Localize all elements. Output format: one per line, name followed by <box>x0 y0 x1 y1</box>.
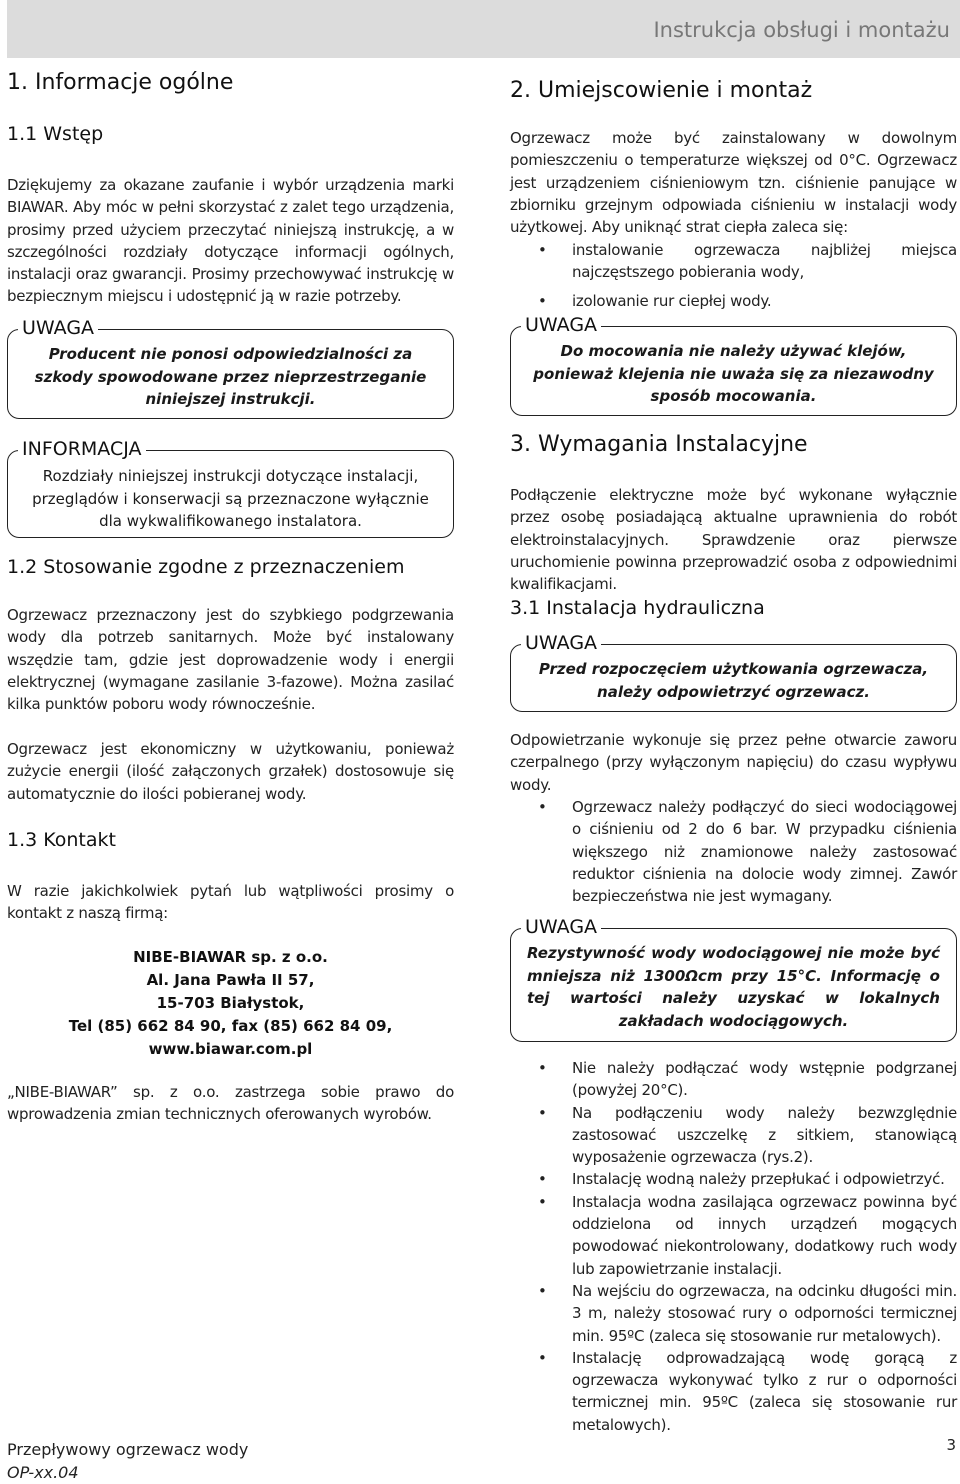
section-3-1-text: Odpowietrzanie wykonuje się przez pełne otwarcie zaworu czerpalnego (przy wyłączonym napięciu) do czasu wypływu wody. <box>510 731 957 794</box>
section-3-text: Podłączenie elektryczne może być wykonane wyłącznie przez osobę posiadającą aktualne uprawnienia do robót elektroinstalacyjnych. Sprawdzenie oraz pierwsze uruchomienie powinna przeprowadzić osoba z odpowiednimi kwalifikacjami. <box>510 486 957 594</box>
warning-text: Do mocowania nie należy używać klejów, ponieważ klejenia nie uważa się za niezawodny sposób mocowania. <box>533 342 934 405</box>
info-text: Rozdziały niniejszej instrukcji dotyczące instalacji, przeglądów i konserwacji są przeznaczone wyłącznie dla wykwalifikowanego instalatora. <box>32 467 429 530</box>
warning-text: Rezystywność wody wodociągowej nie może być mniejsza niż 1300Ωcm przy 15°C. Informację o tej wartości należy uzyskać w lokalnych zakładach wodociągowych. <box>527 944 940 1030</box>
section-2-title: 2. Umiejscowienie i montaż <box>510 78 813 103</box>
list-item: • Ogrzewacz należy podłączyć do sieci wodociągowej o ciśnieniu od 2 do 6 bar. W przypadku ciśnienia większego niż znamionowe należy zastosować reduktor ciśnienia na dolocie wody zimnej. Zawór bezpieczeństwa nie jest wymagany. <box>510 796 957 907</box>
document-title: Instrukcja obsługi i montażu <box>653 18 950 42</box>
warning-box-3 <box>510 632 957 712</box>
list-item: • Na wejściu do ogrzewacza, na odcinku długości min. 3 m, należy stosować rury o odporności termicznej min. 95ºC (zaleca się stosowanie rur metalowych). <box>510 1280 957 1347</box>
section-1-1-text: Dziękujemy za okazane zaufanie i wybór urządzenia marki BIAWAR. Aby móc w pełni skorzystać z zalet tego urządzenia, prosimy przed użyciem przeczytać niniejszą instrukcję, a w szczególności rozdziały dotyczące informacji ogólnych, instalacji oraz gwarancji. Prosimy przechowywać instrukcję w bezpiecznym miejscu i udostępnić ją w razie potrzeby. <box>7 176 454 306</box>
warning-label: UWAGA <box>521 632 601 654</box>
list-item: • Instalacja wodna zasilająca ogrzewacz powinna być oddzielona od innych urządzeń mogących powodować niekontrolowany, dodatkowy ruch wody lub zapowietrzanie instalacji. <box>510 1191 957 1280</box>
footer-model: OP-xx.04 <box>7 1463 79 1482</box>
warning-label: UWAGA <box>521 314 601 336</box>
section-1-2-paragraph-1: Ogrzewacz przeznaczony jest do szybkiego podgrzewania wody dla potrzeb sanitarnych. Może być instalowany wszędzie tam, gdzie jest doprowadzenie wody i energii elektrycznej (wymagane zasilanie 3-fazowe). Można zasilać kilka punktów poboru wody równocześnie. <box>7 606 454 714</box>
warning-box-1 <box>7 317 454 419</box>
contact-street: Al. Jana Pawła II 57, <box>146 971 315 989</box>
info-label: INFORMACJA <box>18 438 146 460</box>
info-box <box>7 438 454 538</box>
warning-text: Producent nie ponosi odpowiedzialności za szkody spowodowane przez nieprzestrzeganie niniejszej instrukcji. <box>34 345 427 408</box>
section-1-3-note: „NIBE-BIAWAR” sp. z o.o. zastrzega sobie prawo do wprowadzenia zmian technicznych oferowanych wyrobów. <box>7 1083 454 1124</box>
section-1-3-title: 1.3 Kontakt <box>7 829 116 851</box>
section-3-1-bullet-list <box>510 796 957 907</box>
footer <box>7 1438 248 1484</box>
header-bar <box>7 0 960 58</box>
section-1-2-paragraph-2: Ogrzewacz jest ekonomiczny w użytkowaniu, ponieważ zużycie energii (ilość załączonych grzałek) dostosowuje się automatycznie do ilości pobieranej wody. <box>7 740 454 803</box>
list-item: • Instalację odprowadzającą wodę gorącą z ogrzewacza wykonywać tylko z rur o odporności termicznej min. 95ºC (zaleca się stosowanie rur metalowych). <box>510 1347 957 1436</box>
warning-box-2 <box>510 314 957 416</box>
contact-website: www.biawar.com.pl <box>148 1040 313 1058</box>
section-2-text: Ogrzewacz może być zainstalowany w dowolnym pomieszczeniu o temperaturze większej od 0°C. Ogrzewacz jest urządzeniem ciśnieniowym tzn. ciśnienie panujące w zbiorniku grzejnym odpowiada ciśnieniu w instalacji wody użytkowej. Aby uniknąć strat ciepła zaleca się: <box>510 129 957 237</box>
footer-product-name: Przepływowy ogrzewacz wody <box>7 1440 249 1459</box>
list-item: • Instalację wodną należy przepłukać i odpowietrzyć. <box>510 1168 957 1190</box>
contact-block <box>7 946 454 1061</box>
section-3-1-title: 3.1 Instalacja hydrauliczna <box>510 597 765 619</box>
list-item: • izolowanie rur ciepłej wody. <box>510 290 957 312</box>
installation-bullet-list <box>510 1057 957 1436</box>
section-1-2-title: 1.2 Stosowanie zgodne z przeznaczeniem <box>7 556 405 578</box>
warning-box-4 <box>510 916 957 1042</box>
list-item: • Na podłączeniu wody należy bezwzględnie zastosować uszczelkę z sitkiem, stanowiącą wyposażenie ogrzewacza (rys.2). <box>510 1102 957 1169</box>
contact-phone: Tel (85) 662 84 90, fax (85) 662 84 09, <box>68 1017 393 1035</box>
section-1-1-title: 1.1 Wstęp <box>7 123 104 145</box>
contact-company: NIBE-BIAWAR sp. z o.o. <box>133 948 328 966</box>
page-number: 3 <box>946 1436 956 1454</box>
warning-label: UWAGA <box>18 317 98 339</box>
warning-text: Przed rozpoczęciem użytkowania ogrzewacza, należy odpowietrzyć ogrzewacz. <box>538 660 929 701</box>
section-1-title: 1. Informacje ogólne <box>7 70 234 95</box>
warning-label: UWAGA <box>521 916 601 938</box>
section-2-bullet-list <box>510 239 957 312</box>
section-3-title: 3. Wymagania Instalacyjne <box>510 432 808 457</box>
contact-city: 15-703 Białystok, <box>156 994 305 1012</box>
list-item: • Nie należy podłączać wody wstępnie podgrzanej (powyżej 20°C). <box>510 1057 957 1102</box>
list-item: • instalowanie ogrzewacza najbliżej miejsca najczęstszego pobierania wody, <box>510 239 957 284</box>
section-1-3-text: W razie jakichkolwiek pytań lub wątpliwości prosimy o kontakt z naszą firmą: <box>7 882 454 923</box>
